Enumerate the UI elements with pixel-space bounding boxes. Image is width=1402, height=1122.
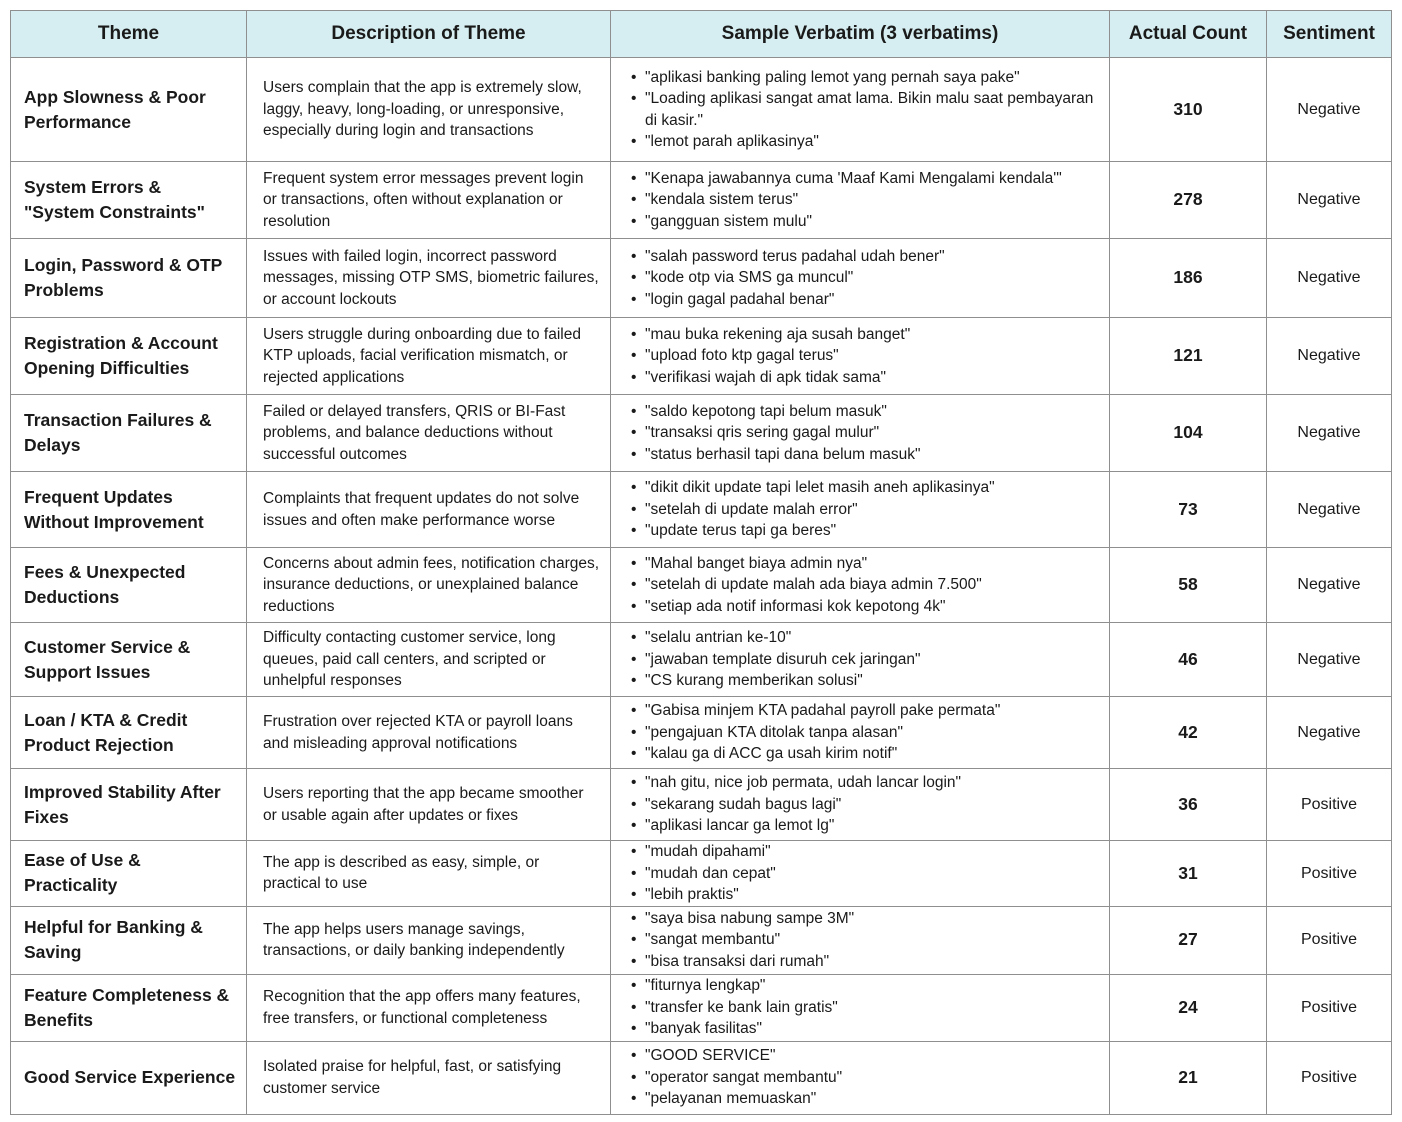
- verbatim-item: • "banyak fasilitas": [631, 1018, 1101, 1040]
- verbatim-list: [631, 975, 1101, 1040]
- sentiment-cell: Negative: [1267, 697, 1392, 769]
- theme-cell: Ease of Use & Practicality: [11, 841, 247, 907]
- sentiment-cell: Positive: [1267, 769, 1392, 841]
- verbatim-list: [631, 324, 1101, 389]
- table-row: [11, 697, 1392, 769]
- verbatim-item: • "mudah dipahami": [631, 841, 1101, 863]
- theme-cell: Transaction Failures & Delays: [11, 395, 247, 472]
- theme-cell: Login, Password & OTP Problems: [11, 239, 247, 318]
- verbatim-list: [631, 67, 1101, 153]
- sentiment-cell: Positive: [1267, 841, 1392, 907]
- description-cell: Users complain that the app is extremely slow, laggy, heavy, long-loading, or unresponsive, especially during login and transactions: [247, 58, 611, 162]
- verbatim-list: [631, 553, 1101, 618]
- description-cell: Complaints that frequent updates do not solve issues and often make performance worse: [247, 472, 611, 548]
- theme-cell: Registration & Account Opening Difficulties: [11, 318, 247, 395]
- count-cell: 278: [1110, 162, 1267, 239]
- description-cell: Difficulty contacting customer service, long queues, paid call centers, and scripted or unhelpful responses: [247, 623, 611, 697]
- theme-cell: Frequent Updates Without Improvement: [11, 472, 247, 548]
- verbatim-item: • "operator sangat membantu": [631, 1067, 1101, 1089]
- count-cell: 104: [1110, 395, 1267, 472]
- verbatim-item: • "dikit dikit update tapi lelet masih aneh aplikasinya": [631, 477, 1101, 499]
- theme-cell: System Errors & "System Constraints": [11, 162, 247, 239]
- verbatim-list: [631, 627, 1101, 692]
- count-cell: 36: [1110, 769, 1267, 841]
- table-row: [11, 472, 1392, 548]
- verbatim-cell: [611, 162, 1110, 239]
- description-cell: Users reporting that the app became smoother or usable again after updates or fixes: [247, 769, 611, 841]
- verbatim-list: [631, 477, 1101, 542]
- sentiment-cell: Negative: [1267, 58, 1392, 162]
- sentiment-cell: Negative: [1267, 623, 1392, 697]
- verbatim-item: • "mudah dan cepat": [631, 863, 1101, 885]
- verbatim-cell: [611, 58, 1110, 162]
- table-row: [11, 906, 1392, 974]
- sentiment-cell: Positive: [1267, 974, 1392, 1041]
- count-cell: 46: [1110, 623, 1267, 697]
- verbatim-list: [631, 168, 1101, 233]
- verbatim-item: • "sekarang sudah bagus lagi": [631, 794, 1101, 816]
- verbatim-item: • "lemot parah aplikasinya": [631, 131, 1101, 153]
- verbatim-list: [631, 841, 1101, 906]
- verbatim-item: • "gangguan sistem mulu": [631, 211, 1101, 233]
- sentiment-cell: Negative: [1267, 162, 1392, 239]
- verbatim-cell: [611, 769, 1110, 841]
- table-row: [11, 1041, 1392, 1114]
- theme-cell: Feature Completeness & Benefits: [11, 974, 247, 1041]
- verbatim-item: • "CS kurang memberikan solusi": [631, 670, 1101, 692]
- verbatim-item: • "aplikasi lancar ga lemot lg": [631, 815, 1101, 837]
- table-row: [11, 841, 1392, 907]
- verbatim-item: • "setiap ada notif informasi kok kepotong 4k": [631, 596, 1101, 618]
- sentiment-cell: Positive: [1267, 1041, 1392, 1114]
- theme-cell: Customer Service & Support Issues: [11, 623, 247, 697]
- description-cell: Failed or delayed transfers, QRIS or BI-Fast problems, and balance deductions without successful outcomes: [247, 395, 611, 472]
- count-cell: 310: [1110, 58, 1267, 162]
- description-cell: The app helps users manage savings, transactions, or daily banking independently: [247, 906, 611, 974]
- verbatim-item: • "sangat membantu": [631, 929, 1101, 951]
- verbatim-item: • "selalu antrian ke-10": [631, 627, 1101, 649]
- table-row: [11, 239, 1392, 318]
- table-row: [11, 58, 1392, 162]
- header-count: Actual Count: [1110, 11, 1267, 58]
- theme-cell: App Slowness & Poor Performance: [11, 58, 247, 162]
- count-cell: 21: [1110, 1041, 1267, 1114]
- header-description: Description of Theme: [247, 11, 611, 58]
- verbatim-cell: [611, 395, 1110, 472]
- header-row: [11, 11, 1392, 58]
- theme-cell: Improved Stability After Fixes: [11, 769, 247, 841]
- verbatim-item: • "kendala sistem terus": [631, 189, 1101, 211]
- verbatim-cell: [611, 697, 1110, 769]
- sentiment-cell: Negative: [1267, 395, 1392, 472]
- count-cell: 58: [1110, 548, 1267, 623]
- table-row: [11, 548, 1392, 623]
- description-cell: The app is described as easy, simple, or practical to use: [247, 841, 611, 907]
- themes-table: [10, 10, 1392, 1115]
- description-cell: Concerns about admin fees, notification charges, insurance deductions, or unexplained balance reductions: [247, 548, 611, 623]
- verbatim-item: • "update terus tapi ga beres": [631, 520, 1101, 542]
- verbatim-item: • "transfer ke bank lain gratis": [631, 997, 1101, 1019]
- verbatim-cell: [611, 239, 1110, 318]
- table-row: [11, 318, 1392, 395]
- sentiment-cell: Positive: [1267, 906, 1392, 974]
- verbatim-list: [631, 772, 1101, 837]
- verbatim-item: • "GOOD SERVICE": [631, 1045, 1101, 1067]
- verbatim-item: • "jawaban template disuruh cek jaringan": [631, 649, 1101, 671]
- header-theme: Theme: [11, 11, 247, 58]
- verbatim-list: [631, 908, 1101, 973]
- sentiment-cell: Negative: [1267, 472, 1392, 548]
- table-row: [11, 623, 1392, 697]
- sentiment-cell: Negative: [1267, 548, 1392, 623]
- verbatim-item: • "pengajuan KTA ditolak tanpa alasan": [631, 722, 1101, 744]
- verbatim-list: [631, 401, 1101, 466]
- verbatim-item: • "transaksi qris sering gagal mulur": [631, 422, 1101, 444]
- verbatim-cell: [611, 548, 1110, 623]
- table-row: [11, 974, 1392, 1041]
- verbatim-item: • "Gabisa minjem KTA padahal payroll pake permata": [631, 700, 1101, 722]
- verbatim-item: • "setelah di update malah ada biaya admin 7.500": [631, 574, 1101, 596]
- verbatim-item: • "login gagal padahal benar": [631, 289, 1101, 311]
- verbatim-item: • "kalau ga di ACC ga usah kirim notif": [631, 743, 1101, 765]
- table-row: [11, 395, 1392, 472]
- verbatim-cell: [611, 472, 1110, 548]
- verbatim-cell: [611, 318, 1110, 395]
- verbatim-list: [631, 246, 1101, 311]
- count-cell: 31: [1110, 841, 1267, 907]
- theme-cell: Fees & Unexpected Deductions: [11, 548, 247, 623]
- verbatim-cell: [611, 1041, 1110, 1114]
- sentiment-cell: Negative: [1267, 239, 1392, 318]
- verbatim-item: • "kode otp via SMS ga muncul": [631, 267, 1101, 289]
- theme-cell: Good Service Experience: [11, 1041, 247, 1114]
- verbatim-item: • "nah gitu, nice job permata, udah lancar login": [631, 772, 1101, 794]
- verbatim-cell: [611, 974, 1110, 1041]
- description-cell: Frustration over rejected KTA or payroll loans and misleading approval notifications: [247, 697, 611, 769]
- description-cell: Recognition that the app offers many features, free transfers, or functional completeness: [247, 974, 611, 1041]
- verbatim-list: [631, 1045, 1101, 1110]
- verbatim-item: • "mau buka rekening aja susah banget": [631, 324, 1101, 346]
- count-cell: 186: [1110, 239, 1267, 318]
- verbatim-list: [631, 700, 1101, 765]
- verbatim-cell: [611, 841, 1110, 907]
- verbatim-cell: [611, 623, 1110, 697]
- verbatim-item: • "verifikasi wajah di apk tidak sama": [631, 367, 1101, 389]
- verbatim-item: • "pelayanan memuaskan": [631, 1088, 1101, 1110]
- verbatim-item: • "bisa transaksi dari rumah": [631, 951, 1101, 973]
- description-cell: Users struggle during onboarding due to failed KTP uploads, facial verification mismatch, or rejected applications: [247, 318, 611, 395]
- verbatim-item: • "Mahal banget biaya admin nya": [631, 553, 1101, 575]
- verbatim-item: • "fiturnya lengkap": [631, 975, 1101, 997]
- count-cell: 27: [1110, 906, 1267, 974]
- header-sentiment: Sentiment: [1267, 11, 1392, 58]
- count-cell: 121: [1110, 318, 1267, 395]
- sentiment-cell: Negative: [1267, 318, 1392, 395]
- theme-cell: Helpful for Banking & Saving: [11, 906, 247, 974]
- verbatim-item: • "upload foto ktp gagal terus": [631, 345, 1101, 367]
- verbatim-item: • "Kenapa jawabannya cuma 'Maaf Kami Mengalami kendala'": [631, 168, 1101, 190]
- verbatim-item: • "setelah di update malah error": [631, 499, 1101, 521]
- verbatim-item: • "aplikasi banking paling lemot yang pernah saya pake": [631, 67, 1101, 89]
- table-row: [11, 769, 1392, 841]
- count-cell: 24: [1110, 974, 1267, 1041]
- verbatim-item: • "status berhasil tapi dana belum masuk": [631, 444, 1101, 466]
- count-cell: 73: [1110, 472, 1267, 548]
- description-cell: Issues with failed login, incorrect password messages, missing OTP SMS, biometric failures, or account lockouts: [247, 239, 611, 318]
- verbatim-item: • "saldo kepotong tapi belum masuk": [631, 401, 1101, 423]
- table-row: [11, 162, 1392, 239]
- description-cell: Isolated praise for helpful, fast, or satisfying customer service: [247, 1041, 611, 1114]
- count-cell: 42: [1110, 697, 1267, 769]
- verbatim-item: • "saya bisa nabung sampe 3M": [631, 908, 1101, 930]
- verbatim-cell: [611, 906, 1110, 974]
- description-cell: Frequent system error messages prevent login or transactions, often without explanation or resolution: [247, 162, 611, 239]
- theme-cell: Loan / KTA & Credit Product Rejection: [11, 697, 247, 769]
- verbatim-item: • "lebih praktis": [631, 884, 1101, 906]
- header-verbatim: Sample Verbatim (3 verbatims): [611, 11, 1110, 58]
- verbatim-item: • "salah password terus padahal udah bener": [631, 246, 1101, 268]
- verbatim-item: • "Loading aplikasi sangat amat lama. Bikin malu saat pembayaran di kasir.": [631, 88, 1101, 131]
